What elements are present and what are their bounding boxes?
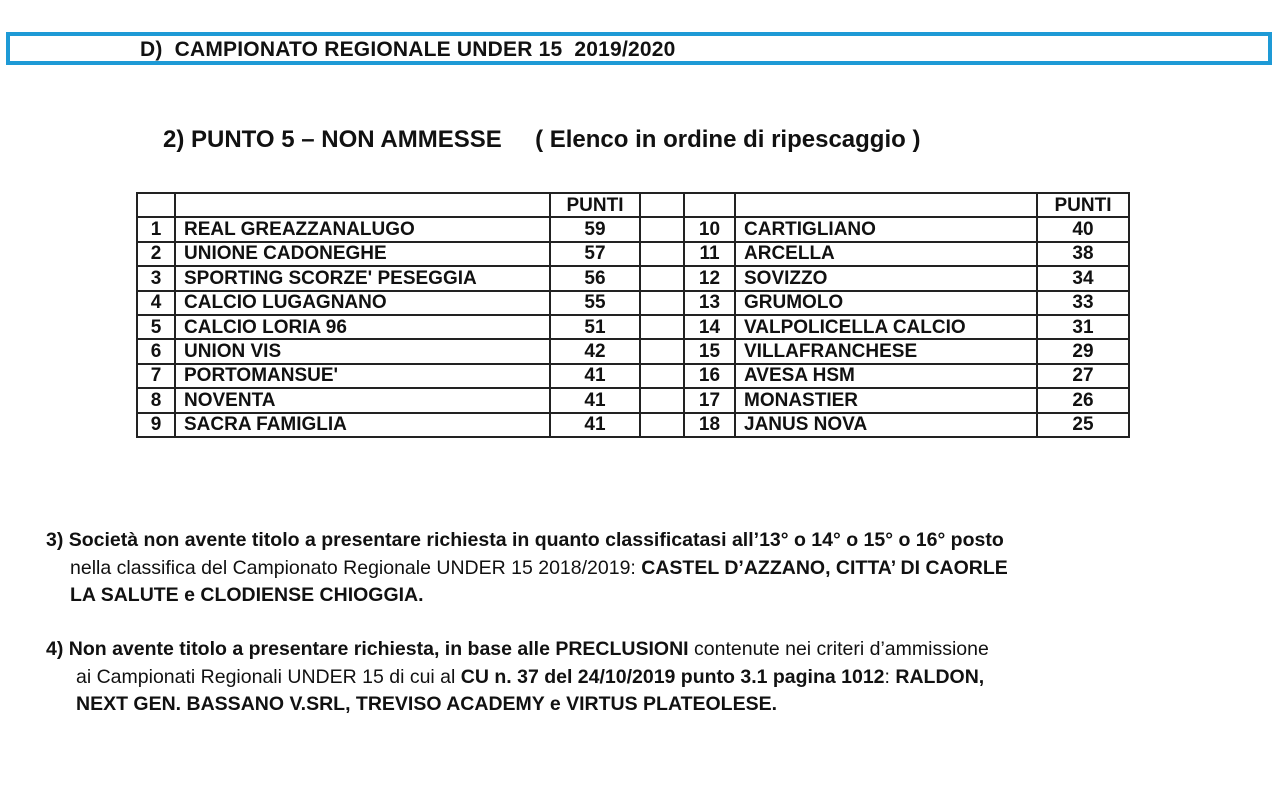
note-4-separator: :: [884, 665, 896, 688]
team-cell: UNIONE CADONEGHE: [175, 242, 550, 266]
table-row: [137, 217, 1129, 241]
rank-cell: 11: [684, 242, 735, 266]
rank-cell: 3: [137, 266, 175, 290]
rank-cell: 8: [137, 388, 175, 412]
table-row: [137, 266, 1129, 290]
points-cell: 31: [1037, 315, 1129, 339]
team-cell: VILLAFRANCHESE: [735, 339, 1037, 363]
rank-cell: 15: [684, 339, 735, 363]
points-cell: 55: [550, 291, 640, 315]
note-4-line-1: [46, 636, 989, 664]
points-cell: 29: [1037, 339, 1129, 363]
table-row: [137, 364, 1129, 388]
rank-cell: 16: [684, 364, 735, 388]
table-row: [137, 413, 1129, 437]
note-3-line-2: [46, 555, 1008, 583]
spacer-cell: [640, 413, 684, 437]
rank-cell: 10: [684, 217, 735, 241]
header-cell-points: PUNTI: [550, 193, 640, 217]
team-cell: AVESA HSM: [735, 364, 1037, 388]
note-4-team: RALDON,: [895, 665, 985, 688]
team-cell: GRUMOLO: [735, 291, 1037, 315]
spacer-cell: [640, 217, 684, 241]
table-row: [137, 388, 1129, 412]
rank-cell: 18: [684, 413, 735, 437]
note-3-teams: CASTEL D’AZZANO, CITTA’ DI CAORLE: [641, 556, 1008, 579]
header-cell-empty: [684, 193, 735, 217]
spacer-cell: [640, 339, 684, 363]
header-cell-points: PUNTI: [1037, 193, 1129, 217]
spacer-cell: [640, 291, 684, 315]
note-4-reference: CU n. 37 del 24/10/2019 punto 3.1 pagina 1012: [460, 665, 885, 688]
table-header-row: [137, 193, 1129, 217]
points-cell: 41: [550, 413, 640, 437]
points-cell: 57: [550, 242, 640, 266]
team-cell: CALCIO LORIA 96: [175, 315, 550, 339]
note-4: [46, 636, 989, 719]
team-cell: JANUS NOVA: [735, 413, 1037, 437]
header-cell-empty: [137, 193, 175, 217]
team-cell: REAL GREAZZANALUGO: [175, 217, 550, 241]
points-cell: 42: [550, 339, 640, 363]
points-cell: 51: [550, 315, 640, 339]
note-4-text: contenute nei criteri d’ammissione: [688, 638, 989, 660]
team-cell: CALCIO LUGAGNANO: [175, 291, 550, 315]
team-cell: CARTIGLIANO: [735, 217, 1037, 241]
header-cell-empty: [735, 193, 1037, 217]
points-cell: 26: [1037, 388, 1129, 412]
team-cell: SPORTING SCORZE' PESEGGIA: [175, 266, 550, 290]
rank-cell: 14: [684, 315, 735, 339]
standings-table: [136, 192, 1130, 438]
subsection-heading: 2) PUNTO 5 – NON AMMESSE ( Elenco in ordine di ripescaggio ): [163, 126, 921, 153]
note-4-text-2: ai Campionati Regionali UNDER 15 di cui al: [76, 665, 461, 688]
team-cell: MONASTIER: [735, 388, 1037, 412]
section-title: D) CAMPIONATO REGIONALE UNDER 15 2019/2020: [140, 38, 676, 61]
points-cell: 34: [1037, 266, 1129, 290]
team-cell: NOVENTA: [175, 388, 550, 412]
note-4-line-2: [46, 664, 989, 692]
points-cell: 40: [1037, 217, 1129, 241]
table-row: [137, 291, 1129, 315]
points-cell: 59: [550, 217, 640, 241]
rank-cell: 9: [137, 413, 175, 437]
rank-cell: 6: [137, 339, 175, 363]
rank-cell: 7: [137, 364, 175, 388]
points-cell: 38: [1037, 242, 1129, 266]
points-cell: 25: [1037, 413, 1129, 437]
points-cell: 41: [550, 364, 640, 388]
rank-cell: 12: [684, 266, 735, 290]
spacer-cell: [640, 315, 684, 339]
team-cell: SOVIZZO: [735, 266, 1037, 290]
rank-cell: 17: [684, 388, 735, 412]
table-row: [137, 339, 1129, 363]
spacer-cell: [640, 388, 684, 412]
note-4-line-3: NEXT GEN. BASSANO V.SRL, TREVISO ACADEMY e VIRTUS PLATEOLESE.: [76, 693, 778, 715]
points-cell: 41: [550, 388, 640, 412]
spacer-cell: [640, 266, 684, 290]
points-cell: 56: [550, 266, 640, 290]
points-cell: 33: [1037, 291, 1129, 315]
note-3: [46, 527, 1008, 610]
note-3-line-3: LA SALUTE e CLODIENSE CHIOGGIA.: [70, 584, 424, 606]
header-cell-empty: [175, 193, 550, 217]
rank-cell: 5: [137, 315, 175, 339]
spacer-cell: [640, 193, 684, 217]
rank-cell: 1: [137, 217, 175, 241]
rank-cell: 2: [137, 242, 175, 266]
team-cell: VALPOLICELLA CALCIO: [735, 315, 1037, 339]
note-3-line-1: 3) Società non avente titolo a presentare richiesta in quanto classificatasi all’13° o 14° o 15° o 16° posto: [46, 529, 1004, 551]
team-cell: ARCELLA: [735, 242, 1037, 266]
table-row: [137, 315, 1129, 339]
team-cell: SACRA FAMIGLIA: [175, 413, 550, 437]
team-cell: PORTOMANSUE': [175, 364, 550, 388]
rank-cell: 13: [684, 291, 735, 315]
rank-cell: 4: [137, 291, 175, 315]
section-title-box: [6, 32, 1272, 65]
spacer-cell: [640, 364, 684, 388]
note-3-text: nella classifica del Campionato Regionale UNDER 15 2018/2019:: [70, 556, 642, 579]
spacer-cell: [640, 242, 684, 266]
table-row: [137, 242, 1129, 266]
points-cell: 27: [1037, 364, 1129, 388]
team-cell: UNION VIS: [175, 339, 550, 363]
note-4-lead: 4) Non avente titolo a presentare richiesta, in base alle PRECLUSIONI: [46, 638, 689, 660]
